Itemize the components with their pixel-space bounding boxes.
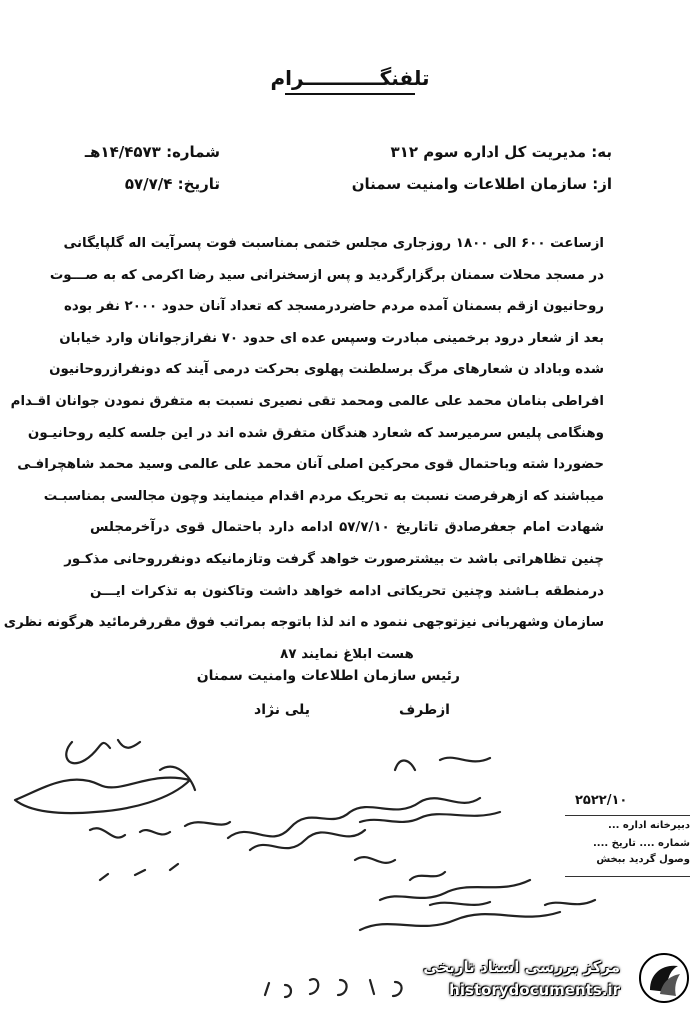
- body-line: درمنطقه بـاشند وچنین تحریکاتی ادامه خواهد داشت وتاکنون به تذکرات ایـــن: [90, 583, 604, 599]
- signatory-title: رئیس سازمان اطلاعات وامنیت سمنان: [196, 668, 460, 684]
- body-line: چنین تظاهراتی باشد ت بیشترصورت خواهد گرفت وتازمانیکه دونفرروحانی مذکـور: [64, 551, 604, 567]
- document-title: تلفنگـــــــــــرام: [270, 66, 430, 90]
- body-line: ازساعت ۶۰۰ الی ۱۸۰۰ روزجاری مجلس ختمی بمناسبت فوت پسرآیت اله گلپایگانی: [63, 236, 604, 251]
- document-date: تاریخ: ۵۷/۷/۴: [124, 175, 220, 193]
- watermark-logo-icon: [636, 950, 692, 1006]
- stamp-number: ۲۵۲۲/۱۰: [575, 793, 628, 808]
- stamp-line: وصول گردید ببخش: [596, 854, 690, 865]
- body-line: در مسجد محلات سمنان برگزارگردید و پس ازسخنرانی سید رضا اکرمی که به صـــوت: [49, 267, 604, 283]
- recipient-line: به: مدیریت کل اداره سوم ۳۱۲: [390, 143, 612, 161]
- body-line: حضوردا شته وباحتمال قوی محرکین اصلی آنان محمد علی عالمی وسید محمد شاهچرافـی: [17, 457, 604, 473]
- signatory-name: یلی نژاد: [254, 702, 310, 718]
- body-line: هست ابلاغ نمایند ۸۷: [280, 646, 414, 662]
- body-line: سازمان وشهربانی نیزتوجهی ننمود ه اند لذا باتوجه بمراتب فوق مقررفرمائید هرگونه نظری: [3, 615, 604, 631]
- body-line: بعد از شعار درود برخمینی مبادرت وسپس عده ای حدود ۷۰ نفرازجوانان وارد خیابان: [59, 330, 604, 346]
- on-behalf-label: ازطرف: [398, 702, 450, 718]
- body-line: روحانیون ازقم بسمنان آمده مردم حاضردرمسجد که تعداد آنان حدود ۲۰۰۰ نفر بوده: [63, 299, 604, 315]
- reference-number: شماره: ۱۴/۴۵۷۳هـ: [84, 143, 220, 161]
- body-line: شهادت امام جعفرصادق تاتاریخ ۵۷/۷/۱۰ ادامه دارد باحتمال قوی درآخرمجلس: [90, 520, 604, 536]
- body-line: شده وباداد ن شعارهای مرگ برسلطنت پهلوی بحرکت درمی آیند که دونفرازروحانیون: [49, 362, 604, 378]
- body-line: میباشند که ازهرفرصت نسبت به تحریک مردم اقدام مینمایند وچون مجالسی بمناسبـت: [43, 488, 604, 504]
- stamp-line: شماره .... تاریخ ....: [592, 838, 690, 849]
- watermark-name: مرکز بررسی اسناد تاریخی: [423, 958, 620, 976]
- body-line: افراطی بنامان محمد علی عالمی ومحمد تقی نصیری نسبت به متفرق نمودن جوانان اقـدام: [10, 393, 604, 409]
- body-line: وهنگامی پلیس سرمیرسد که شعارد هندگان متفرق شده اند در این جلسه کلیه روحانیـون: [27, 425, 604, 441]
- stamp-line: دبیرخانه اداره ...: [608, 820, 690, 831]
- watermark-url: historydocuments.ir: [449, 981, 620, 999]
- sender-line: از: سازمان اطلاعات وامنیت سمنان: [351, 175, 612, 193]
